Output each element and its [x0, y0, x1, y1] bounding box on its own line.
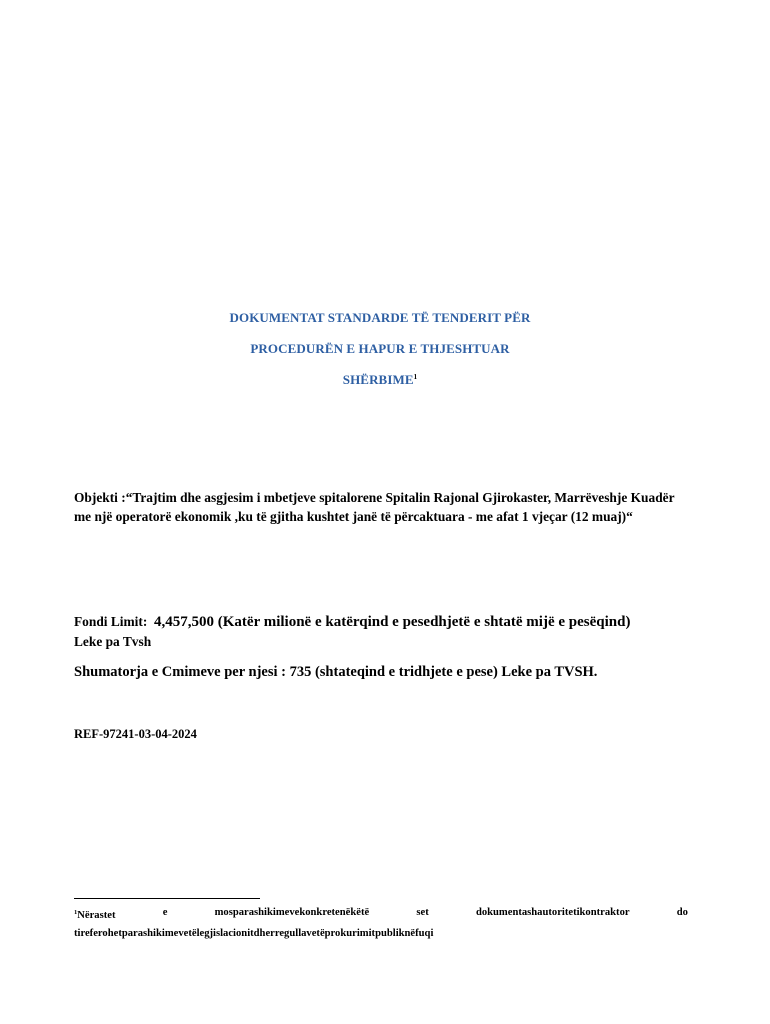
unit-price-sum: Shumatorja e Cmimeve per njesi : 735 (shtateqind e tridhjete e pese) Leke pa TVSH. — [74, 664, 598, 680]
footnote-word: $^1$Nërastet — [74, 909, 116, 921]
footnote-word: do — [676, 907, 688, 918]
title-line-2: PROCEDURËN E HAPUR E THJESHTUAR — [250, 341, 510, 356]
footnote-word: e — [162, 907, 168, 918]
footnote-line-2: tireferohetparashikimevetëlegjislacionitdherregullavetëprokurimitpubliknëfuqi — [74, 928, 434, 939]
footnote — [74, 904, 688, 943]
fund-limit — [74, 612, 714, 652]
footnote-word: mosparashikimevekonkretenëkëtë — [214, 907, 370, 918]
fund-label: Fondi Limit: — [74, 614, 148, 629]
footnote-ref-marker: 1 — [413, 373, 418, 381]
footnote-marker: 1 — [74, 909, 78, 916]
footnote-separator — [74, 898, 260, 899]
fund-amount: 4,457,500 (Katër milionë e katërqind e pesedhjetë e shtatë mijë e pesëqind) — [154, 614, 631, 630]
title-line-3 — [0, 372, 760, 388]
footnote-word: dokumentashautoritetikontraktor — [475, 907, 630, 918]
title-line-1: DOKUMENTAT STANDARDE TË TENDERIT PËR — [229, 310, 531, 325]
footnote-line-1 — [74, 904, 688, 925]
reference-number: REF-97241-03-04-2024 — [74, 727, 197, 741]
object-description: Objekti :“Trajtim dhe asgjesim i mbetjeve spitalorene Spitalin Rajonal Gjirokaster, Marrëveshje Kuadër me një operatorë ekonomik ,ku të gjitha kushtet janë të përcaktuara - me afat 1 vjeçar (12 muaj)“ — [74, 490, 675, 524]
title-services: SHËRBIME — [342, 372, 414, 387]
fund-currency: Leke pa Tvsh — [74, 634, 152, 649]
footnote-word: set — [416, 907, 429, 918]
